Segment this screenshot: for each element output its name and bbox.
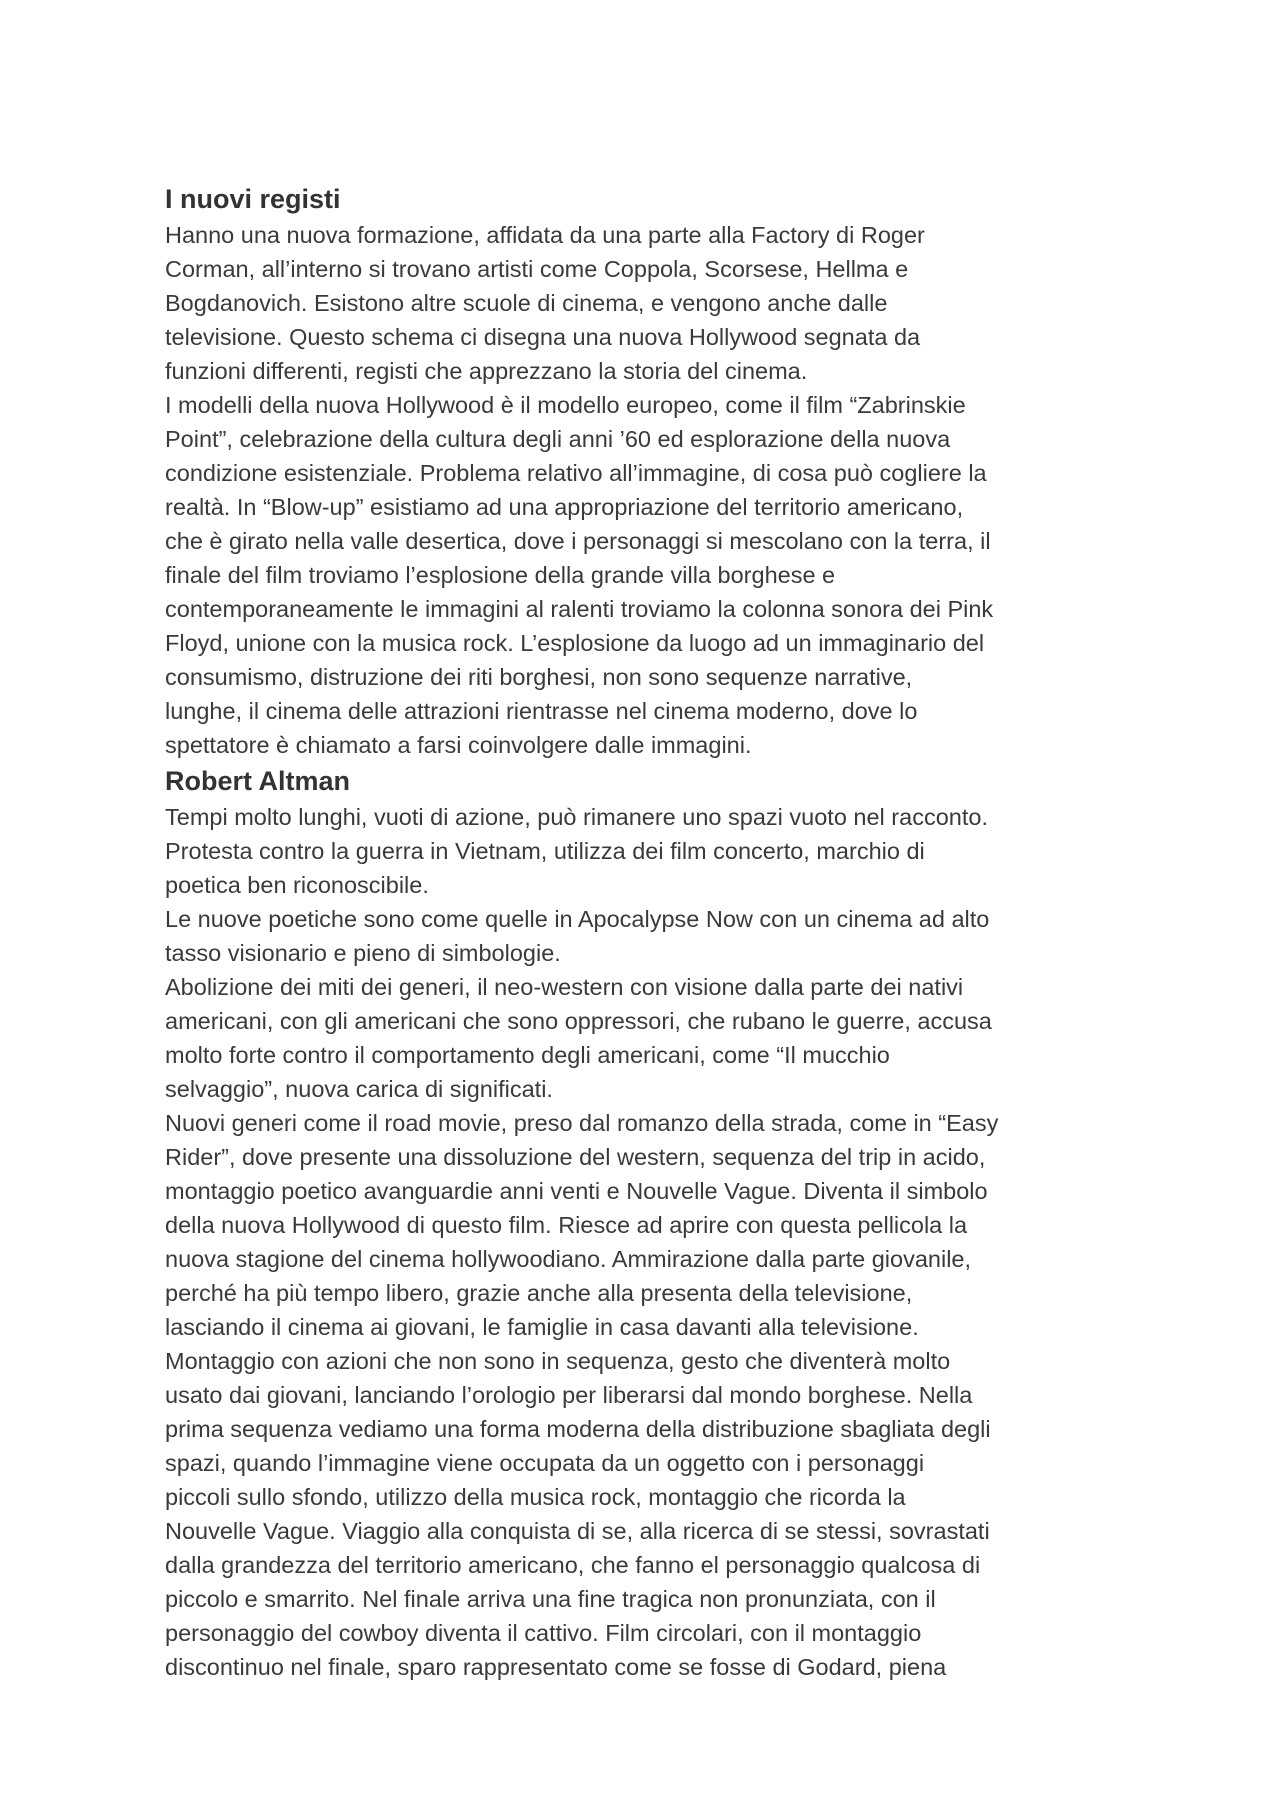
text-line: Point”, celebrazione della cultura degli anni ’60 ed esplorazione della nuova (165, 426, 951, 452)
text-line: selvaggio”, nuova carica di significati. (165, 1076, 553, 1102)
text-line: che è girato nella valle desertica, dove i personaggi si mescolano con la terra, il (165, 528, 991, 554)
text-line: personaggio del cowboy diventa il cattivo. Film circolari, con il montaggio (165, 1620, 922, 1646)
text-line: nuova stagione del cinema hollywoodiano. Ammirazione dalla parte giovanile, (165, 1246, 972, 1272)
text-line: lunghe, il cinema delle attrazioni rientrasse nel cinema moderno, dove lo (165, 698, 918, 724)
text-line: Rider”, dove presente una dissoluzione del western, sequenza del trip in acido, (165, 1144, 986, 1170)
section-body (165, 800, 1125, 1684)
section-body (165, 218, 1125, 762)
text-line: americani, con gli americani che sono oppressori, che rubano le guerre, accusa (165, 1008, 992, 1034)
text-line: poetica ben riconoscibile. (165, 872, 429, 898)
text-line: perché ha più tempo libero, grazie anche alla presenta della televisione, (165, 1280, 913, 1306)
text-line: spazi, quando l’immagine viene occupata da un oggetto con i personaggi (165, 1450, 925, 1476)
text-line: Hanno una nuova formazione, affidata da una parte alla Factory di Roger (165, 222, 925, 248)
text-line: prima sequenza vediamo una forma moderna della distribuzione sbagliata degli (165, 1416, 991, 1442)
text-line: condizione esistenziale. Problema relativo all’immagine, di cosa può cogliere la (165, 460, 987, 486)
text-line: Montaggio con azioni che non sono in sequenza, gesto che diventerà molto (165, 1348, 951, 1374)
text-line: funzioni differenti, registi che apprezzano la storia del cinema. (165, 358, 808, 384)
section-heading: Robert Altman (165, 766, 351, 796)
text-line: tasso visionario e pieno di simbologie. (165, 940, 561, 966)
text-line: Floyd, unione con la musica rock. L’esplosione da luogo ad un immaginario del (165, 630, 985, 656)
text-line: Bogdanovich. Esistono altre scuole di cinema, e vengono anche dalle (165, 290, 888, 316)
text-line: piccolo e smarrito. Nel finale arriva una fine tragica non pronunziata, con il (165, 1586, 936, 1612)
text-line: molto forte contro il comportamento degli americani, come “Il mucchio (165, 1042, 890, 1068)
section-nuovi-registi (165, 180, 1125, 762)
section-robert-altman (165, 762, 1125, 1684)
text-line: televisione. Questo schema ci disegna una nuova Hollywood segnata da (165, 324, 921, 350)
text-line: Nouvelle Vague. Viaggio alla conquista di se, alla ricerca di se stessi, sovrastati (165, 1518, 990, 1544)
text-line: Abolizione dei miti dei generi, il neo-western con visione dalla parte dei nativi (165, 974, 964, 1000)
text-line: realtà. In “Blow-up” esistiamo ad una appropriazione del territorio americano, (165, 494, 964, 520)
text-line: Le nuove poetiche sono come quelle in Apocalypse Now con un cinema ad alto (165, 906, 990, 932)
text-line: Protesta contro la guerra in Vietnam, utilizza dei film concerto, marchio di (165, 838, 925, 864)
text-line: lasciando il cinema ai giovani, le famiglie in casa davanti alla televisione. (165, 1314, 919, 1340)
text-line: usato dai giovani, lanciando l’orologio per liberarsi dal mondo borghese. Nella (165, 1382, 973, 1408)
document-page (165, 180, 1125, 1684)
text-line: montaggio poetico avanguardie anni venti e Nouvelle Vague. Diventa il simbolo (165, 1178, 988, 1204)
text-line: piccoli sullo sfondo, utilizzo della musica rock, montaggio che ricorda la (165, 1484, 906, 1510)
text-line: I modelli della nuova Hollywood è il modello europeo, come il film “Zabrinskie (165, 392, 966, 418)
text-line: discontinuo nel finale, sparo rappresentato come se fosse di Godard, piena (165, 1654, 947, 1680)
text-line: dalla grandezza del territorio americano, che fanno el personaggio qualcosa di (165, 1552, 981, 1578)
text-line: contemporaneamente le immagini al ralenti troviamo la colonna sonora dei Pink (165, 596, 994, 622)
text-line: Corman, all’interno si trovano artisti come Coppola, Scorsese, Hellma e (165, 256, 909, 282)
text-line: della nuova Hollywood di questo film. Riesce ad aprire con questa pellicola la (165, 1212, 968, 1238)
text-line: consumismo, distruzione dei riti borghesi, non sono sequenze narrative, (165, 664, 913, 690)
text-line: Tempi molto lunghi, vuoti di azione, può rimanere uno spazi vuoto nel racconto. (165, 804, 988, 830)
section-heading: I nuovi registi (165, 184, 341, 214)
text-line: spettatore è chiamato a farsi coinvolgere dalle immagini. (165, 732, 752, 758)
text-line: finale del film troviamo l’esplosione della grande villa borghese e (165, 562, 836, 588)
text-line: Nuovi generi come il road movie, preso dal romanzo della strada, come in “Easy (165, 1110, 999, 1136)
